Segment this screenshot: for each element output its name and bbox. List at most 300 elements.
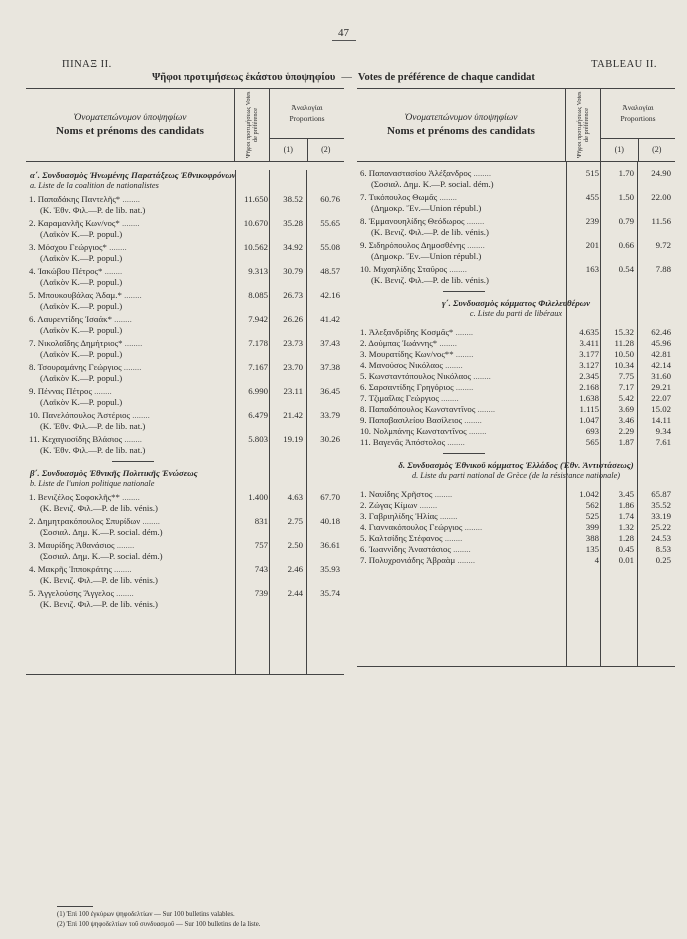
proportion1-cell: 1.87	[618, 437, 634, 447]
candidate-party: (Δημοκρ. Ἕν.—Union républ.)	[371, 203, 482, 213]
section-title-greek: β΄. Συνδυασμὸς Ἐθνικῆς Πολιτικῆς Ἑνώσεως	[30, 468, 198, 478]
proportion2-cell: 42.14	[651, 360, 671, 370]
candidate-cell: 5. Μπουκουβάλας Ἀδαμ.* ........ (Λαϊκὸν Κ.—P. popul.)	[26, 290, 236, 312]
table-label-greek: ΠΙΝΑΞ ΙΙ.	[62, 59, 112, 70]
rows-list-b-continued	[357, 168, 675, 286]
table-label-french: TABLEAU II.	[591, 59, 657, 70]
proportion2-cell: 36.61	[320, 540, 340, 550]
table-row	[357, 511, 675, 522]
candidate-name: 9. Σιδηρόπουλος Δημοσθένης	[360, 240, 465, 250]
proportion2-cell: 35.52	[651, 500, 671, 510]
votes-cell: 3.177	[579, 349, 599, 359]
table-row	[26, 242, 344, 264]
prop-header-french: Proportions	[289, 113, 325, 123]
candidate-party: (Λαϊκὸν Κ.—P. popul.)	[40, 253, 123, 263]
section-rule	[443, 453, 485, 454]
proportion1-cell: 1.86	[618, 500, 634, 510]
proportion2-cell: 29.21	[651, 382, 671, 392]
candidate-cell: 2. Ζώγας Κίμων ........	[360, 500, 438, 510]
candidate-name: 4. Ἰακώβου Πέτρος*	[29, 266, 103, 276]
section-heading	[26, 170, 344, 191]
proportion2-cell: 45.96	[651, 338, 671, 348]
proportion2-cell: 55.65	[320, 218, 340, 228]
candidate-cell: 7. Πολυχρονιάδης Ἀβραὰμ ........	[360, 555, 476, 565]
proportion2-cell: 65.87	[651, 489, 671, 499]
votes-cell: 2.345	[579, 371, 599, 381]
rows-list-c	[357, 327, 675, 448]
votes-cell: 388	[585, 533, 599, 543]
votes-cell: 565	[585, 437, 599, 447]
candidate-cell: 9. Πέννας Πέτρος ........ (Λαϊκὸν Κ.—P. popul.)	[26, 386, 236, 408]
table-row	[357, 338, 675, 349]
candidate-name: 2. Ζώγας Κίμων	[360, 500, 418, 510]
proportion1-cell: 38.52	[283, 194, 303, 204]
title-greek: Ψῆφοι προτιμήσεως ἑκάστου ὑποψηφίου	[152, 72, 336, 83]
rows-list-a	[26, 194, 344, 456]
proportion2-cell: 33.19	[651, 511, 671, 521]
candidate-cell: 1. Παπαδάκης Παντελῆς* ........ (Κ. Ἐθν. Φιλ.—P. de lib. nat.)	[26, 194, 236, 216]
section-heading	[357, 460, 675, 481]
candidate-name: 2. Καραμανλῆς Κων/νος*	[29, 218, 120, 228]
candidate-name: 4. Γιαννακόπουλος Γεώργιος	[360, 522, 463, 532]
votes-cell: 743	[254, 564, 268, 574]
proportion2-cell: 55.08	[320, 242, 340, 252]
table-row	[357, 360, 675, 371]
candidate-cell: 6. Ἰωαννίδης Ἀναστάσιος ........	[360, 544, 471, 554]
votes-cell: 757	[254, 540, 268, 550]
section-title-french: d. Liste du parti national de Grèce (de la résistance nationale)	[411, 470, 621, 480]
proportion1-cell: 2.75	[287, 516, 303, 526]
section-title-greek: α΄. Συνδυασμὸς Ἡνωμένης Παρατάξεως Ἐθνικοφρόνων	[30, 170, 236, 180]
table-row	[26, 492, 344, 514]
proportion2-cell: 40.18	[320, 516, 340, 526]
table-row	[357, 404, 675, 415]
candidate-name: 5. Κωνσταντόπουλος Νικόλαος	[360, 371, 472, 381]
section-title-french: b. Liste de l'union politique nationale	[30, 478, 155, 488]
candidate-name: 2. Δημητρακόπουλος Σπυρίδων	[29, 516, 141, 526]
votes-cell: 1.400	[248, 492, 268, 502]
name-header-french: Noms et prénoms des candidats	[56, 125, 204, 137]
proportion1-cell: 10.50	[614, 349, 634, 359]
footnote-rule	[57, 906, 93, 907]
proportion2-cell: 48.57	[320, 266, 340, 276]
candidate-party: (Κ. Βενιζ. Φιλ.—P. de lib. vénis.)	[371, 227, 489, 237]
prop-header-french: Proportions	[620, 113, 656, 123]
candidate-cell: 11. Κεχαγιοσίδης Βλάσιος ........ (Κ. Ἐθν. Φιλ.—P. de lib. nat.)	[26, 434, 236, 456]
votes-cell: 4	[594, 555, 599, 565]
proportion1-cell: 2.50	[287, 540, 303, 550]
candidate-name: 1. Ναυίδης Χρῆστος	[360, 489, 433, 499]
candidate-name: 6. Ἰωαννίδης Ἀναστάσιος	[360, 544, 451, 554]
proportion1-cell: 0.79	[618, 216, 634, 226]
candidate-cell: 3. Μόσχου Γεώργιος* ........ (Λαϊκὸν Κ.—P. popul.)	[26, 242, 236, 264]
candidate-name: 9. Πέννας Πέτρος	[29, 386, 92, 396]
votes-cell: 135	[585, 544, 599, 554]
proportion1-cell: 26.26	[283, 314, 303, 324]
proportion1-cell: 2.29	[618, 426, 634, 436]
section-rule	[112, 461, 154, 462]
candidate-party: (Λαϊκὸν Κ.—P. popul.)	[40, 325, 123, 335]
table-row	[26, 410, 344, 432]
candidate-cell: 7. Νικολαΐδης Δημήτριος* ........ (Λαϊκὸν Κ.—P. popul.)	[26, 338, 236, 360]
candidate-cell: 3. Γαβριηλίδης Ἡλίας ........	[360, 511, 458, 521]
votes-cell: 831	[254, 516, 268, 526]
proportion2-cell: 42.81	[651, 349, 671, 359]
table-row	[26, 314, 344, 336]
proportion2-cell: 7.88	[655, 264, 671, 274]
candidate-party: (Λαϊκὸν Κ.—P. popul.)	[40, 349, 123, 359]
candidate-name: 11. Κεχαγιοσίδης Βλάσιος	[29, 434, 123, 444]
votes-cell: 2.168	[579, 382, 599, 392]
candidate-party: (Κ. Βενιζ. Φιλ.—P. de lib. vénis.)	[40, 575, 158, 585]
table-row	[357, 426, 675, 437]
page-number-rule	[332, 40, 356, 41]
candidate-name: 4. Μακρῆς Ἱπποκράτης	[29, 564, 112, 574]
votes-header-text: Ψῆφοι προτιμήσεως Votes de préférence	[244, 91, 259, 159]
candidate-name: 3. Μαυρίδης Ἀθανάσιος	[29, 540, 115, 550]
proportion2-cell: 67.70	[320, 492, 340, 502]
votes-header-text: Ψῆφοι προτιμήσεως Votes de préférence	[575, 91, 590, 159]
page-number: 47	[338, 27, 349, 39]
votes-cell: 4.635	[579, 327, 599, 337]
votes-cell: 7.167	[248, 362, 268, 372]
votes-cell: 163	[585, 264, 599, 274]
proportion1-cell: 3.46	[618, 415, 634, 425]
proportion1-cell: 26.73	[283, 290, 303, 300]
proportion2-cell: 37.38	[320, 362, 340, 372]
candidate-name: 7. Τικόπουλος Θωμᾶς	[360, 192, 438, 202]
candidate-cell: 1. Βενιζέλος Σοφοκλῆς** ........ (Κ. Βενιζ. Φιλ.—P. de lib. vénis.)	[26, 492, 236, 514]
section-heading	[26, 468, 344, 489]
candidate-name: 3. Μουρατίδης Κων/νος**	[360, 349, 454, 359]
candidate-cell: 2. Δημητρακόπουλος Σπυρίδων ........ (Σοσιαλ. Δημ. Κ.—P. social. dém.)	[26, 516, 236, 538]
proportions-column-header	[601, 89, 675, 161]
proportion2-cell: 31.60	[651, 371, 671, 381]
candidate-cell: 6. Παπαναστασίου Ἀλέξανδρος ........ (Σοσιαλ. Δημ. Κ.—P. social. dém.)	[357, 168, 567, 190]
votes-cell: 515	[585, 168, 599, 178]
proportion2-cell: 11.56	[651, 216, 671, 226]
proportion1-cell: 23.70	[283, 362, 303, 372]
candidate-party: (Δημοκρ. Ἕν.—Union républ.)	[371, 251, 482, 261]
proportion1-cell: 5.42	[618, 393, 634, 403]
candidate-party: (Λαϊκὸν Κ.—P. popul.)	[40, 277, 123, 287]
candidate-cell: 10. Πανελόπουλος Ἀστέριος ........ (Κ. Ἐθν. Φιλ.—P. de lib. nat.)	[26, 410, 236, 432]
votes-cell: 10.562	[243, 242, 268, 252]
right-table	[357, 88, 675, 667]
name-header-greek: Ὀνοματεπώνυμον ὑποψηφίων	[404, 113, 518, 123]
proportion2-cell: 35.74	[320, 588, 340, 598]
proportion1-cell: 0.66	[618, 240, 634, 250]
table-row	[357, 168, 675, 190]
section-rule	[443, 291, 485, 292]
candidate-cell: 4. Μακρῆς Ἱπποκράτης ........ (Κ. Βενιζ. Φιλ.—P. de lib. vénis.)	[26, 564, 236, 586]
candidate-cell: 9. Σιδηρόπουλος Δημοσθένης ........ (Δημοκρ. Ἕν.—Union républ.)	[357, 240, 567, 262]
proportion1-cell: 1.74	[618, 511, 634, 521]
proportion2-cell: 33.79	[320, 410, 340, 420]
candidate-name: 6. Παπαναστασίου Ἀλέξανδρος	[360, 168, 472, 178]
section-title-greek: γ΄. Συνδυασμὸς κόμματος Φιλελευθέρων	[441, 298, 590, 308]
prop-header-greek: Ἀναλογίαι	[291, 103, 323, 112]
proportion1-cell: 2.44	[287, 588, 303, 598]
proportion2-cell: 9.34	[655, 426, 671, 436]
votes-cell: 455	[585, 192, 599, 202]
proportion1-cell: 23.11	[283, 386, 303, 396]
proportion2-cell: 62.46	[651, 327, 671, 337]
table-row	[26, 434, 344, 456]
table-body	[26, 170, 344, 674]
proportion2-cell: 22.07	[651, 393, 671, 403]
proportion2-cell: 15.02	[651, 404, 671, 414]
table-row	[26, 266, 344, 288]
prop-header-greek: Ἀναλογίαι	[622, 103, 654, 112]
prop1-header: (1)	[270, 139, 308, 161]
proportion1-cell: 0.45	[618, 544, 634, 554]
proportion2-cell: 0.25	[655, 555, 671, 565]
section-title-french: c. Liste du parti de libéraux	[469, 308, 563, 318]
table-row	[26, 194, 344, 216]
candidate-cell: 7. Τικόπουλος Θωμᾶς ........ (Δημοκρ. Ἕν.—Union républ.)	[357, 192, 567, 214]
prop1-header: (1)	[601, 139, 639, 161]
votes-cell: 1.047	[579, 415, 599, 425]
candidate-cell: 3. Μαυρίδης Ἀθανάσιος ........ (Σοσιαλ. Δημ. Κ.—P. social. dém.)	[26, 540, 236, 562]
proportion1-cell: 1.70	[618, 168, 634, 178]
proportion1-cell: 0.54	[618, 264, 634, 274]
votes-cell: 525	[585, 511, 599, 521]
votes-column-header	[235, 89, 270, 161]
candidate-name: 11. Βαγενᾶς Ἀπόστολος	[360, 437, 446, 447]
candidate-name: 10. Πανελόπουλος Ἀστέριος	[29, 410, 130, 420]
candidate-name: 10. Νολμπάνης Κωνσταντῖνος	[360, 426, 467, 436]
candidate-name: 1. Βενιζέλος Σοφοκλῆς**	[29, 492, 120, 502]
table-row	[357, 216, 675, 238]
proportion1-cell: 3.45	[618, 489, 634, 499]
proportion2-cell: 41.42	[320, 314, 340, 324]
votes-cell: 6.479	[248, 410, 268, 420]
candidate-cell: 1. Ἀλεξανδρίδης Κοσμᾶς* ........	[360, 327, 474, 337]
candidate-cell: 8. Τσουραμάνης Γεώργιος ........ (Λαϊκὸν Κ.—P. popul.)	[26, 362, 236, 384]
candidate-cell: 2. Καραμανλῆς Κων/νος* ........ (Λαϊκὸν Κ.—P. popul.)	[26, 218, 236, 240]
table-row	[357, 544, 675, 555]
candidate-name: 8. Παπαδόπουλος Κωνσταντῖνος	[360, 404, 476, 414]
votes-column-header	[566, 89, 601, 161]
table-row	[26, 588, 344, 610]
candidate-party: (Λαϊκὸν Κ.—P. popul.)	[40, 301, 123, 311]
votes-cell: 11.650	[244, 194, 268, 204]
table-row	[357, 555, 675, 566]
candidate-name: 8. Ἐμμανουηλίδης Θεόδωρος	[360, 216, 465, 226]
table-row	[26, 218, 344, 240]
candidate-party: (Σοσιαλ. Δημ. Κ.—P. social. dém.)	[371, 179, 494, 189]
candidate-cell: 4. Γιαννακόπουλος Γεώργιος ........	[360, 522, 483, 532]
candidate-cell: 7. Τζιμαΐλας Γεώργιος ........	[360, 393, 459, 403]
proportion1-cell: 1.32	[618, 522, 634, 532]
proportion2-cell: 14.11	[651, 415, 671, 425]
proportion2-cell: 42.16	[320, 290, 340, 300]
candidate-name: 9. Παπαβασιλείου Βασίλειος	[360, 415, 463, 425]
candidate-party: (Κ. Ἐθν. Φιλ.—P. de lib. nat.)	[40, 445, 146, 455]
votes-cell: 3.127	[579, 360, 599, 370]
candidate-cell: 6. Σαρσαντίδης Γρηγόριος ........	[360, 382, 474, 392]
votes-cell: 1.042	[579, 489, 599, 499]
proportion1-cell: 4.63	[287, 492, 303, 502]
candidate-party: (Κ. Βενιζ. Φιλ.—P. de lib. vénis.)	[371, 275, 489, 285]
table-row	[26, 290, 344, 312]
candidate-party: (Κ. Ἐθν. Φιλ.—P. de lib. nat.)	[40, 421, 146, 431]
proportion2-cell: 37.43	[320, 338, 340, 348]
candidate-name: 2. Δούμπας Ἰωάννης*	[360, 338, 438, 348]
proportion1-cell: 21.42	[283, 410, 303, 420]
proportion2-cell: 35.93	[320, 564, 340, 574]
votes-cell: 739	[254, 588, 268, 598]
proportion2-cell: 24.90	[651, 168, 671, 178]
proportion2-cell: 22.00	[651, 192, 671, 202]
candidate-name: 7. Πολυχρονιάδης Ἀβραὰμ	[360, 555, 456, 565]
votes-cell: 693	[585, 426, 599, 436]
proportion1-cell: 7.17	[618, 382, 634, 392]
votes-cell: 1.638	[579, 393, 599, 403]
table-row	[357, 500, 675, 511]
name-column-header	[357, 89, 566, 161]
candidate-name: 8. Τσουραμάνης Γεώργιος	[29, 362, 122, 372]
candidate-party: (Λαϊκὸν Κ.—P. popul.)	[40, 397, 123, 407]
votes-cell: 9.313	[248, 266, 268, 276]
proportion1-cell: 1.50	[618, 192, 634, 202]
proportion1-cell: 15.32	[614, 327, 634, 337]
candidate-name: 5. Καλτσίδης Στέφανος	[360, 533, 443, 543]
candidate-name: 3. Γαβριηλίδης Ἡλίας	[360, 511, 438, 521]
name-header-greek: Ὀνοματεπώνυμον ὑποψηφίων	[73, 113, 187, 123]
proportion2-cell: 60.76	[320, 194, 340, 204]
title-french: Votes de préférence de chaque candidat	[357, 72, 535, 83]
footnote-2: (2) Ἐπὶ 100 ψηφοδελτίων τοῦ συνδυασμοῦ — Sur 100 bulletins de la liste.	[57, 921, 261, 928]
candidate-cell: 4. Ἰακώβου Πέτρος* ........ (Λαϊκὸν Κ.—P. popul.)	[26, 266, 236, 288]
table-row	[26, 362, 344, 384]
proportion2-cell: 25.22	[651, 522, 671, 532]
candidate-cell: 10. Νολμπάνης Κωνσταντῖνος ........	[360, 426, 487, 436]
name-header-french: Noms et prénoms des candidats	[387, 125, 535, 137]
candidate-name: 5. Ἀγγελούσης Ἄγγελος	[29, 588, 114, 598]
table-header	[26, 89, 344, 162]
left-table	[26, 88, 344, 675]
candidate-cell: 5. Καλτσίδης Στέφανος ........	[360, 533, 463, 543]
votes-cell: 562	[585, 500, 599, 510]
votes-cell: 7.178	[248, 338, 268, 348]
votes-cell: 6.990	[248, 386, 268, 396]
candidate-cell: 11. Βαγενᾶς Ἀπόστολος ........	[360, 437, 465, 447]
candidate-name: 6. Λαυρεντίδης Ἰσαάκ*	[29, 314, 112, 324]
proportion1-cell: 1.28	[618, 533, 634, 543]
prop2-header: (2)	[321, 145, 331, 154]
table-row	[357, 415, 675, 426]
table-row	[357, 533, 675, 544]
table-title	[0, 72, 687, 83]
candidate-cell: 4. Μανούσος Νικόλαος ........	[360, 360, 463, 370]
candidate-party: (Λαϊκὸν Κ.—P. popul.)	[40, 373, 123, 383]
table-row	[357, 437, 675, 448]
candidate-party: (Κ. Βενιζ. Φιλ.—P. de lib. vénis.)	[40, 503, 158, 513]
proportion1-cell: 23.73	[283, 338, 303, 348]
table-row	[357, 327, 675, 338]
table-row	[357, 264, 675, 286]
table-row	[26, 338, 344, 360]
votes-cell: 5.803	[248, 434, 268, 444]
candidate-cell: 2. Δούμπας Ἰωάννης* ........	[360, 338, 457, 348]
candidate-name: 7. Νικολαΐδης Δημήτριος*	[29, 338, 123, 348]
table-row	[357, 393, 675, 404]
candidate-name: 1. Παπαδάκης Παντελῆς*	[29, 194, 121, 204]
candidate-cell: 9. Παπαβασιλείου Βασίλειος ........	[360, 415, 482, 425]
votes-cell: 7.942	[248, 314, 268, 324]
candidate-name: 6. Σαρσαντίδης Γρηγόριος	[360, 382, 454, 392]
candidate-cell: 10. Μιχαηλίδης Σταῦρος ........ (Κ. Βενιζ. Φιλ.—P. de lib. vénis.)	[357, 264, 567, 286]
table-row	[357, 349, 675, 360]
proportion2-cell: 9.72	[655, 240, 671, 250]
title-separator: —	[341, 72, 352, 83]
candidate-cell: 8. Παπαδόπουλος Κωνσταντῖνος ........	[360, 404, 496, 414]
table-row	[26, 386, 344, 408]
table-header	[357, 89, 675, 162]
table-row	[357, 192, 675, 214]
votes-cell: 1.115	[579, 404, 599, 414]
proportion1-cell: 7.75	[618, 371, 634, 381]
candidate-name: 5. Μπουκουβάλας Ἀδαμ.*	[29, 290, 122, 300]
proportion2-cell: 36.45	[320, 386, 340, 396]
rows-list-d	[357, 489, 675, 566]
proportion1-cell: 0.01	[618, 555, 634, 565]
proportion1-cell: 35.28	[283, 218, 303, 228]
candidate-name: 1. Ἀλεξανδρίδης Κοσμᾶς*	[360, 327, 454, 337]
candidate-name: 3. Μόσχου Γεώργιος*	[29, 242, 107, 252]
candidate-cell: 8. Ἐμμανουηλίδης Θεόδωρος ........ (Κ. Βενιζ. Φιλ.—P. de lib. vénis.)	[357, 216, 567, 238]
candidate-party: (Σοσιαλ. Δημ. Κ.—P. social. dém.)	[40, 527, 163, 537]
proportion1-cell: 10.34	[614, 360, 634, 370]
name-column-header	[26, 89, 235, 161]
proportion1-cell: 11.28	[614, 338, 634, 348]
votes-cell: 8.085	[248, 290, 268, 300]
proportion1-cell: 30.79	[283, 266, 303, 276]
candidate-cell: 6. Λαυρεντίδης Ἰσαάκ* ........ (Λαϊκὸν Κ.—P. popul.)	[26, 314, 236, 336]
section-title-greek: δ. Συνδυασμὸς Ἐθνικοῦ κόμματος Ἑλλάδος (Ἐθν. Ἀντιστάσεως)	[398, 460, 634, 470]
proportion2-cell: 30.26	[320, 434, 340, 444]
candidate-cell: 5. Ἀγγελούσης Ἄγγελος ........ (Κ. Βενιζ. Φιλ.—P. de lib. vénis.)	[26, 588, 236, 610]
candidate-party: (Κ. Ἐθν. Φιλ.—P. de lib. nat.)	[40, 205, 146, 215]
candidate-cell: 3. Μουρατίδης Κων/νος** ........	[360, 349, 474, 359]
table-row	[357, 522, 675, 533]
candidate-cell: 5. Κωνσταντόπουλος Νικόλαος ........	[360, 371, 491, 381]
votes-cell: 3.411	[579, 338, 599, 348]
proportion1-cell: 3.69	[618, 404, 634, 414]
candidate-name: 7. Τζιμαΐλας Γεώργιος	[360, 393, 439, 403]
proportion1-cell: 34.92	[283, 242, 303, 252]
candidate-cell: 1. Ναυίδης Χρῆστος ........	[360, 489, 453, 499]
prop2-header: (2)	[652, 145, 662, 154]
proportion1-cell: 19.19	[283, 434, 303, 444]
table-row	[357, 489, 675, 500]
proportion2-cell: 7.61	[655, 437, 671, 447]
votes-cell: 201	[585, 240, 599, 250]
table-row	[357, 240, 675, 262]
proportion2-cell: 8.53	[655, 544, 671, 554]
candidate-party: (Σοσιαλ. Δημ. Κ.—P. social. dém.)	[40, 551, 163, 561]
proportions-column-header	[270, 89, 344, 161]
table-row	[357, 382, 675, 393]
footnote-1: (1) Ἐπὶ 100 ἐγκύρων ψηφοδελτίων — Sur 100 bulletins valables.	[57, 911, 235, 918]
proportion1-cell: 2.46	[287, 564, 303, 574]
candidate-party: (Κ. Βενιζ. Φιλ.—P. de lib. vénis.)	[40, 599, 158, 609]
section-title-french: a. Liste de la coalition de nationalistes	[30, 180, 159, 190]
votes-cell: 399	[585, 522, 599, 532]
table-row	[26, 564, 344, 586]
